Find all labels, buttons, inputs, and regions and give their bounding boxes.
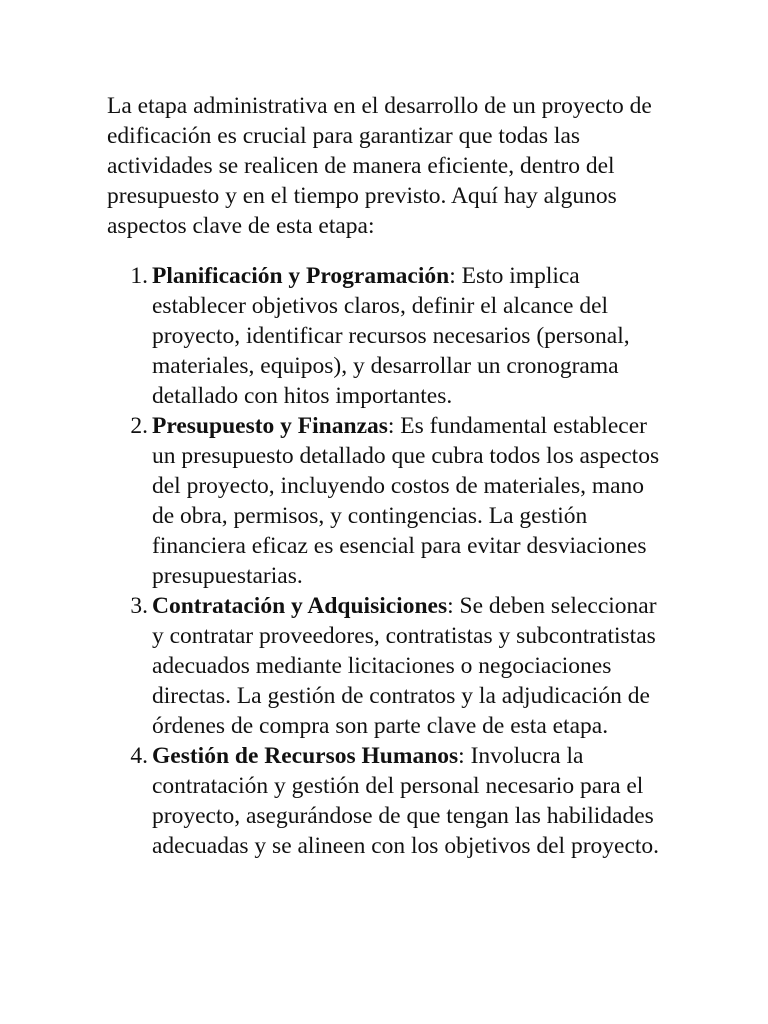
list-item bbox=[107, 591, 667, 741]
list-item bbox=[107, 261, 667, 411]
list-item-term: Planificación y Programación bbox=[152, 263, 450, 289]
list-item-term: Gestión de Recursos Humanos bbox=[152, 743, 459, 769]
list-item-term: Contratación y Adquisiciones bbox=[152, 593, 448, 619]
list-item-number: 4. bbox=[130, 743, 148, 769]
key-aspects-list bbox=[107, 261, 667, 861]
intro-paragraph: La etapa administrativa en el desarrollo de un proyecto de edificación es crucial para garantizar que todas las actividades se realicen de manera eficiente, dentro del presupuesto y en el tiempo previsto. Aquí hay algunos aspectos clave de esta etapa: bbox=[107, 93, 652, 239]
list-item bbox=[107, 741, 667, 861]
list-item bbox=[107, 411, 667, 591]
list-item-text: : Se deben seleccionar y contratar proveedores, contratistas y subcontratistas adecuados mediante licitaciones o negociaciones directas. La gestión de contratos y la adjudicación de órdenes de compra son parte clave de esta etapa. bbox=[152, 593, 657, 739]
list-item-text: : Esto implica establecer objetivos claros, definir el alcance del proyecto, identificar recursos necesarios (personal, materiales, equipos), y desarrollar un cronograma detallado con hitos importantes. bbox=[152, 263, 630, 409]
list-item-number: 2. bbox=[130, 413, 148, 439]
list-item-number: 1. bbox=[130, 263, 148, 289]
list-item-number: 3. bbox=[130, 593, 148, 619]
list-item-text: : Es fundamental establecer un presupuesto detallado que cubra todos los aspectos del proyecto, incluyendo costos de materiales, mano de obra, permisos, y contingencias. La gestión financiera eficaz es esencial para evitar desviaciones presupuestarias. bbox=[152, 413, 660, 589]
document-body bbox=[107, 91, 667, 861]
list-item-text: : Involucra la contratación y gestión del personal necesario para el proyecto, asegurándose de que tengan las habilidades adecuadas y se alineen con los objetivos del proyecto. bbox=[152, 743, 660, 859]
list-item-term: Presupuesto y Finanzas bbox=[152, 413, 388, 439]
